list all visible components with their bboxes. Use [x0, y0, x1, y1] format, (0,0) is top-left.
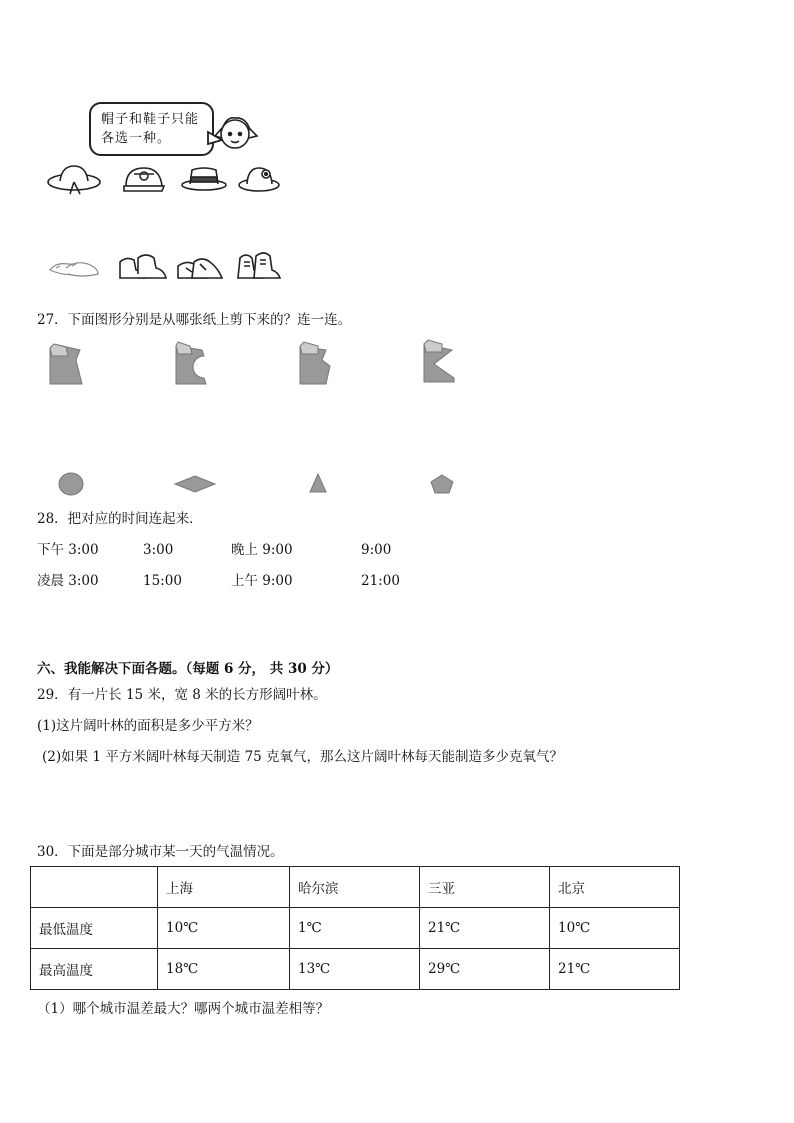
speech-bubble-text [101, 110, 199, 148]
shoe-icon-high-tops [238, 253, 280, 278]
hats-row [44, 160, 284, 200]
shoe-icon-boots [120, 255, 166, 278]
shoe-icon-sneakers [178, 259, 222, 278]
bubble-tail-and-girl [200, 112, 260, 162]
temperature-table [30, 866, 680, 990]
shoes-row [46, 250, 282, 284]
table-cell: 21℃ [420, 908, 550, 949]
q28-row1-col2: 3:00 [143, 542, 174, 558]
circle-shape [59, 473, 83, 495]
hat-icon-sunhat [48, 166, 100, 194]
q27-figures [40, 338, 470, 498]
q28-row1-col3: 晚上 9:00 [231, 542, 293, 558]
triangle-shape [310, 474, 326, 492]
table-cell: 最高温度 [31, 949, 158, 990]
table-cell: 21℃ [550, 949, 680, 990]
question-29-text: 29．有一片长 15 米，宽 8 米的长方形阔叶林。 [37, 687, 327, 703]
table-cell: 13℃ [290, 949, 420, 990]
hat-icon-fedora [182, 168, 226, 190]
table-cell: 北京 [550, 867, 680, 908]
shoe-icon-slippers [50, 263, 98, 276]
q28-row2-col3: 上午 9:00 [231, 573, 293, 589]
rhombus-shape [175, 476, 215, 492]
folded-paper-4 [424, 340, 454, 382]
table-cell: 哈尔滨 [290, 867, 420, 908]
table-row [31, 949, 680, 990]
q28-row2-col1: 凌晨 3:00 [37, 573, 99, 589]
q28-row1-col1: 下午 3:00 [37, 542, 99, 558]
table-header-row [31, 867, 680, 908]
speech-line-1: 帽子和鞋子只能 [101, 112, 200, 127]
question-30-text: 30．下面是部分城市某一天的气温情况。 [37, 844, 284, 860]
table-cell: 上海 [158, 867, 290, 908]
table-cell: 10℃ [550, 908, 680, 949]
section-6-heading: 六、我能解决下面各题。（每题 6 分， 共 30 分） [37, 661, 339, 677]
question-28-text: 28．把对应的时间连起来． [37, 511, 203, 527]
speech-bubble [89, 102, 214, 156]
question-27-text: 27．下面图形分别是从哪张纸上剪下来的？连一连。 [37, 312, 352, 328]
question-30-part1: （1）哪个城市温差最大？哪两个城市温差相等？ [37, 1001, 330, 1017]
folded-paper-3 [300, 342, 330, 384]
speech-line-2: 各选一种。 [101, 131, 172, 146]
folded-paper-1 [50, 344, 82, 384]
q28-row1-col4: 9:00 [361, 542, 392, 558]
table-cell: 18℃ [158, 949, 290, 990]
q28-row2-col4: 21:00 [361, 573, 400, 589]
question-29-part2: (2)如果 1 平方米阔叶林每天制造 75 克氧气，那么这片阔叶林每天能制造多少克氧气？ [42, 749, 564, 765]
table-cell: 最低温度 [31, 908, 158, 949]
q28-row2-col2: 15:00 [143, 573, 182, 589]
table-cell: 29℃ [420, 949, 550, 990]
pentagon-shape [431, 475, 453, 493]
hat-icon-cap [124, 168, 164, 191]
question-29-part1: (1)这片阔叶林的面积是多少平方米？ [37, 718, 259, 734]
table-cell: 三亚 [420, 867, 550, 908]
table-cell: 10℃ [158, 908, 290, 949]
folded-paper-2 [176, 342, 206, 384]
table-cell [31, 867, 158, 908]
hat-icon-flower-hat [239, 168, 279, 191]
girl-illustration [215, 118, 257, 148]
table-row [31, 908, 680, 949]
table-cell: 1℃ [290, 908, 420, 949]
